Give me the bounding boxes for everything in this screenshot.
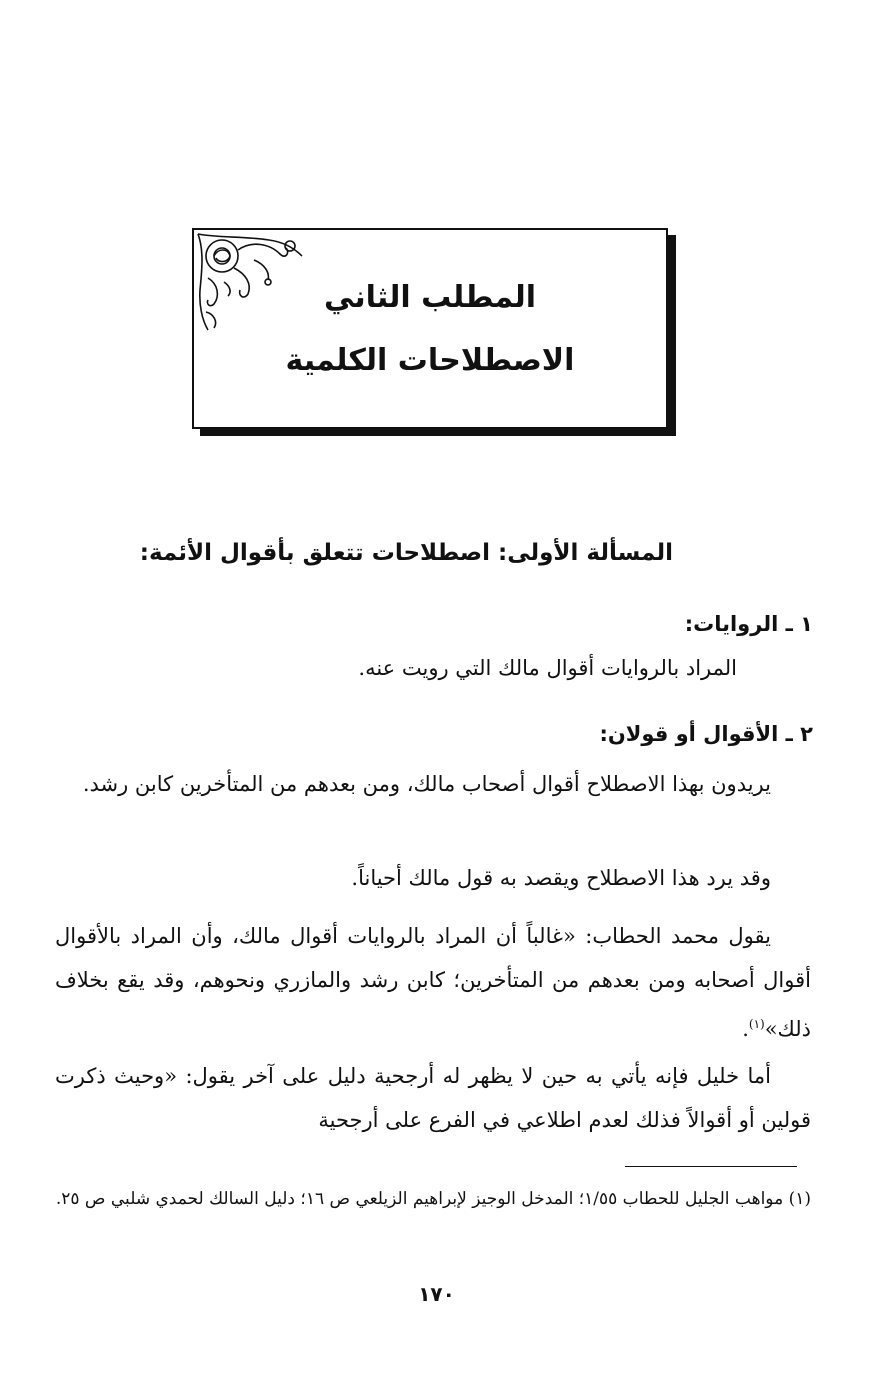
page-number: ١٧٠ — [418, 1282, 455, 1306]
paragraph-quote-hattab — [55, 914, 811, 1051]
quote-text: يقول محمد الحطاب: «غالباً أن المراد بالروايات أقوال مالك، وأن المراد بالأقوال أقوال أصحابه ومن بعدهم من المتأخرين؛ كابن رشد والمازري ونحوهم، وقد يقع بخلاف ذلك» — [55, 924, 811, 1041]
paragraph: أما خليل فإنه يأتي به حين لا يظهر له أرجحية دليل على آخر يقول: «وحيث ذكرت قولين أو أقوالاً فذلك لعدم اطلاعي في الفرع على أرجحية — [55, 1064, 811, 1132]
chapter-title: المطلب الثاني — [323, 280, 536, 315]
item-heading-aqwal: ٢ ـ الأقوال أو قولان: — [599, 722, 813, 746]
paragraph: المراد بالروايات أقوال مالك التي رويت عنه. — [358, 656, 737, 680]
quote-end-mark: . — [742, 1017, 749, 1041]
item-heading-riwayat: ١ ـ الروايات: — [684, 612, 813, 636]
section-heading: المسألة الأولى: اصطلاحات تتعلق بأقوال الأئمة: — [139, 540, 673, 566]
paragraph: يريدون بهذا الاصطلاح أقوال أصحاب مالك، ومن بعدهم من المتأخرين كابن رشد. — [82, 772, 771, 796]
footnote: (١) مواهب الجليل للحطاب ١/٥٥؛ المدخل الوجيز لإبراهيم الزيلعي ص ١٦؛ دليل السالك لحمدي شلبي ص ٢٥. — [55, 1189, 811, 1209]
chapter-subtitle: الاصطلاحات الكلمية — [285, 343, 575, 378]
footnote-divider — [625, 1166, 797, 1167]
footnote-reference[interactable]: (١) — [748, 1017, 765, 1031]
title-frame — [192, 228, 668, 429]
paragraph: وقد يرد هذا الاصطلاح ويقصد به قول مالك أحياناً. — [351, 866, 771, 890]
